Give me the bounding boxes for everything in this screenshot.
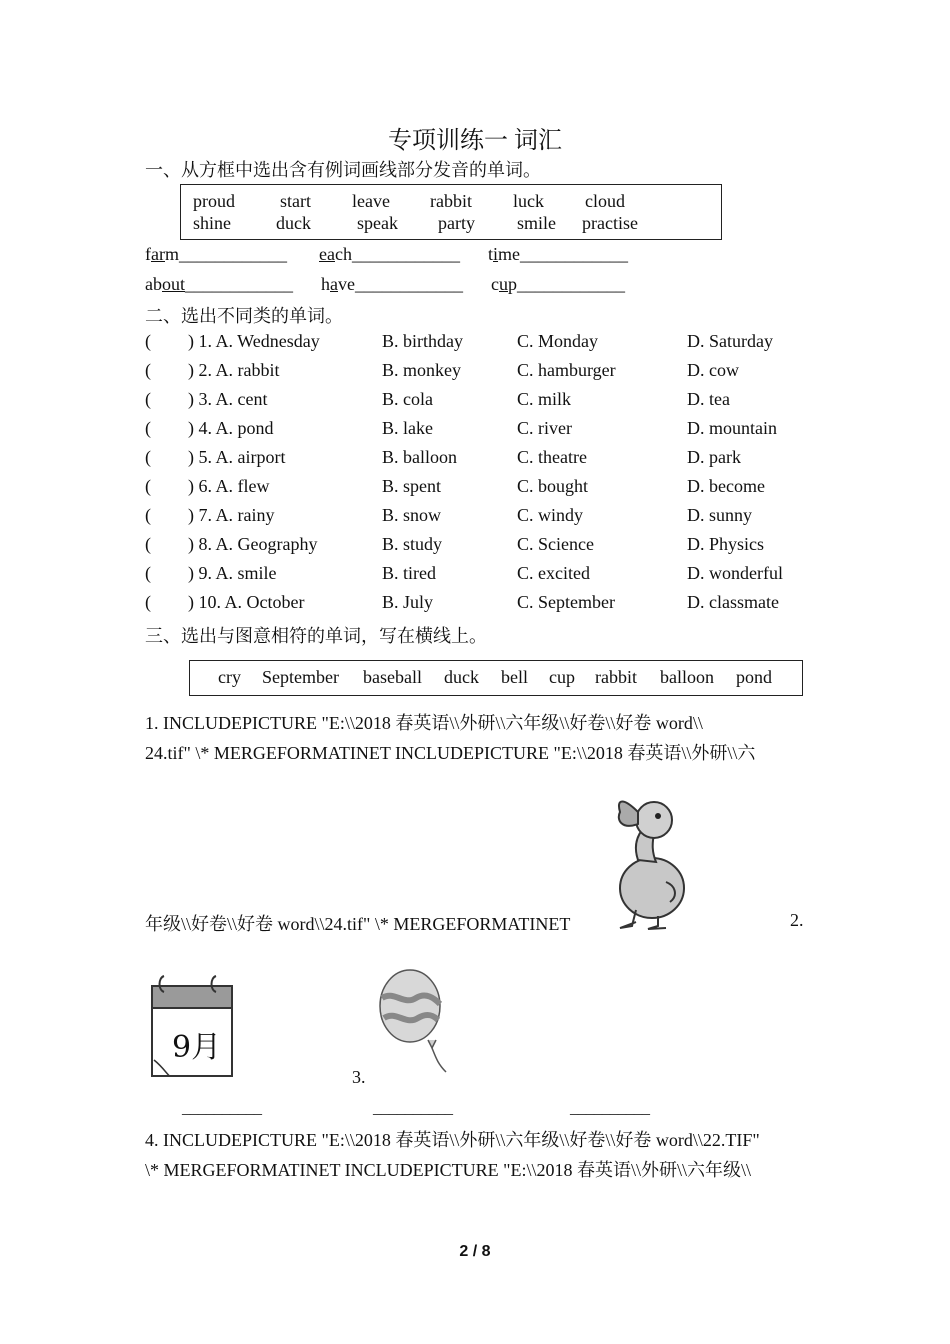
box-word: balloon bbox=[660, 667, 714, 687]
box-word: duck bbox=[444, 667, 479, 687]
fill-item-farm: farm____________ bbox=[145, 244, 287, 264]
box-word: party bbox=[438, 213, 475, 233]
question-4-line-2: \* MERGEFORMATINET INCLUDEPICTURE "E:\\2018 春英语\\外研\\六年级\\ bbox=[145, 1160, 752, 1180]
answer-blank-2[interactable]: __________ bbox=[373, 1100, 453, 1117]
answer-blank[interactable]: ____________ bbox=[185, 274, 294, 294]
box-word: smile bbox=[517, 213, 556, 233]
option-b: B. balloon bbox=[382, 447, 457, 467]
box-word: cloud bbox=[585, 191, 625, 211]
option-c: C. excited bbox=[517, 563, 590, 583]
option-b: B. snow bbox=[382, 505, 442, 525]
option-c: C. hamburger bbox=[517, 360, 616, 380]
answer-paren[interactable]: ( bbox=[145, 505, 151, 525]
box-word: pond bbox=[736, 667, 772, 687]
answer-blank[interactable]: ____________ bbox=[179, 244, 287, 264]
box-word: bell bbox=[501, 667, 528, 687]
box-word: cup bbox=[549, 667, 575, 687]
box-word: cry bbox=[218, 667, 241, 687]
option-d: D. sunny bbox=[687, 505, 753, 525]
answer-paren[interactable]: ( bbox=[145, 389, 151, 409]
answer-blank-3[interactable]: __________ bbox=[570, 1100, 650, 1117]
option-c: C. windy bbox=[517, 505, 584, 525]
option-c: C. September bbox=[517, 592, 615, 612]
fill-item-cup: cup____________ bbox=[491, 274, 625, 294]
answer-blank[interactable]: ____________ bbox=[351, 244, 460, 264]
answer-blank[interactable]: ____________ bbox=[520, 244, 629, 264]
box-word: start bbox=[280, 191, 311, 211]
box-word: duck bbox=[276, 213, 311, 233]
option-c: C. bought bbox=[517, 476, 589, 496]
option-c: C. Monday bbox=[517, 331, 598, 351]
fill-item-time: time____________ bbox=[488, 244, 629, 264]
question-1-line-2: 24.tif" \* MERGEFORMATINET INCLUDEPICTURE "E:\\2018 春英语\\外研\\六 bbox=[145, 743, 756, 763]
balloon-image bbox=[376, 968, 450, 1076]
option-d: D. tea bbox=[687, 389, 730, 409]
answer-blank-1[interactable]: __________ bbox=[182, 1100, 262, 1117]
option-c: C. milk bbox=[517, 389, 572, 409]
box-word: leave bbox=[352, 191, 390, 211]
fill-item-about: about____________ bbox=[145, 274, 294, 294]
answer-paren[interactable]: ( bbox=[145, 331, 151, 351]
word-box-1 bbox=[180, 184, 722, 240]
option-b: B. study bbox=[382, 534, 443, 554]
word-box-3 bbox=[189, 660, 803, 696]
option-a: ) 2. A. rabbit bbox=[188, 360, 280, 380]
option-a: ) 7. A. rainy bbox=[188, 505, 275, 525]
option-b: B. birthday bbox=[382, 331, 463, 351]
option-a: ) 5. A. airport bbox=[188, 447, 286, 467]
option-a: ) 9. A. smile bbox=[188, 563, 277, 583]
box-word: speak bbox=[357, 213, 398, 233]
calendar-image bbox=[150, 972, 234, 1080]
option-b: B. monkey bbox=[382, 360, 461, 380]
option-b: B. tired bbox=[382, 563, 436, 583]
option-d: D. mountain bbox=[687, 418, 777, 438]
option-d: D. wonderful bbox=[687, 563, 783, 583]
option-b: B. spent bbox=[382, 476, 442, 496]
box-word: rabbit bbox=[430, 191, 472, 211]
question-1-line-3: 年级\\好卷\\好卷 word\\24.tif" \* MERGEFORMATINET bbox=[145, 914, 571, 934]
option-d: D. park bbox=[687, 447, 741, 467]
box-word: rabbit bbox=[595, 667, 637, 687]
box-word: baseball bbox=[363, 667, 422, 687]
answer-paren[interactable]: ( bbox=[145, 476, 151, 496]
option-d: D. Physics bbox=[687, 534, 765, 554]
page-title: 专项训练一 词汇 bbox=[388, 128, 562, 154]
answer-paren[interactable]: ( bbox=[145, 592, 151, 612]
answer-paren[interactable]: ( bbox=[145, 360, 151, 380]
answer-paren[interactable]: ( bbox=[145, 418, 151, 438]
option-b: B. cola bbox=[382, 389, 433, 409]
option-a: ) 3. A. cent bbox=[188, 389, 268, 409]
box-word: luck bbox=[513, 191, 544, 211]
option-a: ) 6. A. flew bbox=[188, 476, 270, 496]
question-3-label: 3. bbox=[352, 1067, 366, 1087]
answer-paren[interactable]: ( bbox=[145, 534, 151, 554]
duck-image bbox=[606, 790, 694, 930]
option-b: B. lake bbox=[382, 418, 433, 438]
box-word: shine bbox=[193, 213, 231, 233]
question-2-label: 2. bbox=[790, 910, 804, 930]
option-d: D. classmate bbox=[687, 592, 779, 612]
fill-item-have: have____________ bbox=[321, 274, 463, 294]
calendar-label: 9月 bbox=[172, 1030, 222, 1065]
box-word: September bbox=[262, 667, 339, 687]
section2-heading: 二、选出不同类的单词。 bbox=[145, 306, 343, 326]
answer-paren[interactable]: ( bbox=[145, 563, 151, 583]
option-a: ) 10. A. October bbox=[188, 592, 305, 612]
question-4-line-1: 4. INCLUDEPICTURE "E:\\2018 春英语\\外研\\六年级\\好卷\\好卷 word\\22.TIF" bbox=[145, 1130, 760, 1150]
option-c: C. theatre bbox=[517, 447, 587, 467]
option-a: ) 4. A. pond bbox=[188, 418, 274, 438]
option-b: B. July bbox=[382, 592, 434, 612]
option-d: D. Saturday bbox=[687, 331, 773, 351]
answer-paren[interactable]: ( bbox=[145, 447, 151, 467]
section1-heading: 一、从方框中选出含有例词画线部分发音的单词。 bbox=[145, 160, 541, 180]
option-d: D. become bbox=[687, 476, 765, 496]
fill-item-each: each____________ bbox=[319, 244, 460, 264]
option-c: C. river bbox=[517, 418, 572, 438]
section3-heading: 三、选出与图意相符的单词，写在横线上。 bbox=[145, 626, 487, 646]
answer-blank[interactable]: ____________ bbox=[355, 274, 463, 294]
option-d: D. cow bbox=[687, 360, 739, 380]
question-1-line-1: 1. INCLUDEPICTURE "E:\\2018 春英语\\外研\\六年级\\好卷\\好卷 word\\ bbox=[145, 713, 703, 733]
box-word: proud bbox=[193, 191, 235, 211]
option-a: ) 1. A. Wednesday bbox=[188, 331, 320, 351]
option-c: C. Science bbox=[517, 534, 594, 554]
page-number: 2 / 8 bbox=[459, 1243, 491, 1260]
box-word: practise bbox=[582, 213, 638, 233]
option-a: ) 8. A. Geography bbox=[188, 534, 318, 554]
answer-blank[interactable]: ____________ bbox=[517, 274, 625, 294]
